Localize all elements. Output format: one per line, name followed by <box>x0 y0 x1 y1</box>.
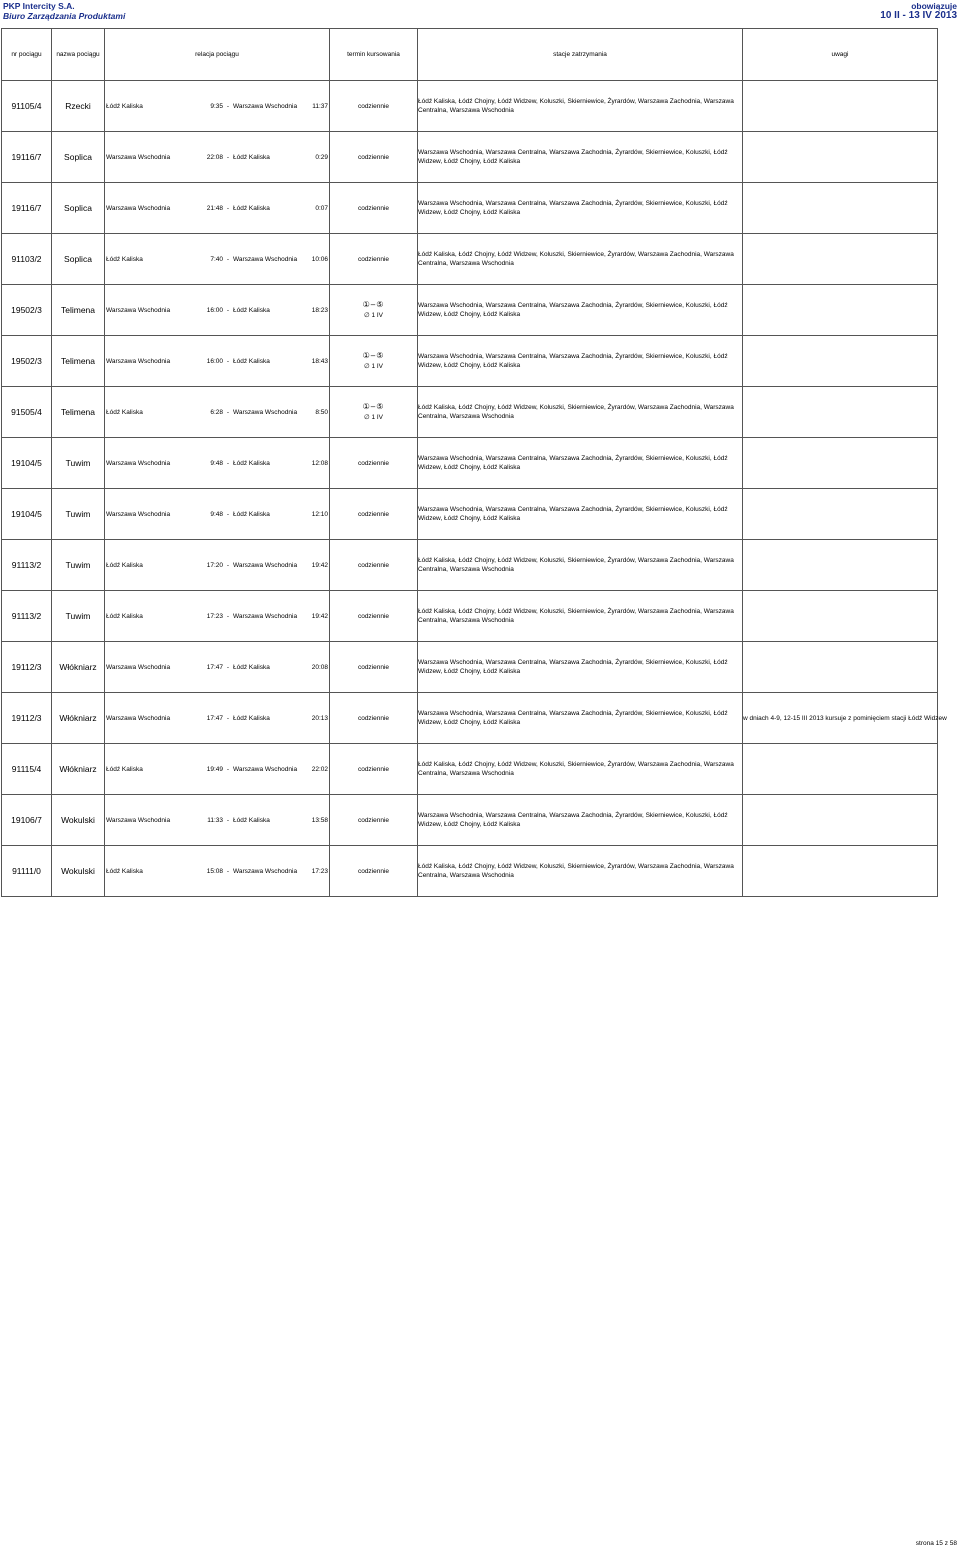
train-route <box>105 387 330 438</box>
arrival-time: 18:23 <box>311 306 328 314</box>
departure-time: 17:20 <box>206 561 223 569</box>
route-dash: - <box>226 408 230 416</box>
stations-list: Łódź Kaliska, Łódź Chojny, Łódź Widzew, Koluszki, Skierniewice, Żyrardów, Warszawa Zachodnia, Warszawa Centralna, Warszawa Wschodnia <box>418 81 743 132</box>
running-text: codziennie <box>357 561 390 569</box>
running-text: codziennie <box>357 612 390 620</box>
table-row <box>2 642 938 693</box>
remarks <box>743 132 938 183</box>
departure-time: 9:35 <box>210 102 223 110</box>
route-dash: - <box>226 714 230 722</box>
remarks <box>743 540 938 591</box>
col-header-stops: stacje zatrzymania <box>418 29 743 81</box>
running-dates <box>330 744 418 795</box>
route-dash: - <box>226 663 230 671</box>
running-text: codziennie <box>357 153 390 161</box>
train-name: Włókniarz <box>52 642 105 693</box>
running-text: codziennie <box>357 714 390 722</box>
train-name: Soplica <box>52 183 105 234</box>
weekday-range: ①–⑤ <box>362 402 385 411</box>
route-to: Łódź Kaliska <box>233 204 270 212</box>
route-from: Warszawa Wschodnia <box>106 306 171 314</box>
running-dates <box>330 81 418 132</box>
route-dash: - <box>226 102 230 110</box>
stations-list: Warszawa Wschodnia, Warszawa Centralna, Warszawa Zachodnia, Żyrardów, Skierniewice, Koluszki, Łódź Widzew, Łódź Chojny, Łódź Kaliska <box>418 132 743 183</box>
route-from: Łódź Kaliska <box>106 867 143 875</box>
validity-label: obowiązuje <box>911 1 957 11</box>
route-from: Warszawa Wschodnia <box>106 714 171 722</box>
train-number: 91105/4 <box>2 81 52 132</box>
train-route <box>105 132 330 183</box>
train-number: 19116/7 <box>2 132 52 183</box>
stations-list: Łódź Kaliska, Łódź Chojny, Łódź Widzew, Koluszki, Skierniewice, Żyrardów, Warszawa Zachodnia, Warszawa Centralna, Warszawa Wschodnia <box>418 744 743 795</box>
table-row <box>2 438 938 489</box>
running-dates <box>330 285 418 336</box>
train-name: Tuwim <box>52 489 105 540</box>
running-dates <box>330 591 418 642</box>
stations-list: Warszawa Wschodnia, Warszawa Centralna, Warszawa Zachodnia, Żyrardów, Skierniewice, Koluszki, Łódź Widzew, Łódź Chojny, Łódź Kaliska <box>418 795 743 846</box>
running-text: codziennie <box>357 204 390 212</box>
train-name: Tuwim <box>52 591 105 642</box>
route-to: Łódź Kaliska <box>233 306 270 314</box>
departure-time: 16:00 <box>206 306 223 314</box>
route-to: Łódź Kaliska <box>233 459 270 467</box>
train-number: 91505/4 <box>2 387 52 438</box>
remarks <box>743 81 938 132</box>
train-route <box>105 744 330 795</box>
route-dash: - <box>226 561 230 569</box>
table-row <box>2 285 938 336</box>
train-route <box>105 336 330 387</box>
departure-time: 6:28 <box>210 408 223 416</box>
arrival-time: 22:02 <box>311 765 328 773</box>
train-name: Telimena <box>52 387 105 438</box>
arrival-time: 13:58 <box>311 816 328 824</box>
document-header-right <box>880 1 957 21</box>
running-dates <box>330 489 418 540</box>
train-number: 19112/3 <box>2 642 52 693</box>
route-from: Warszawa Wschodnia <box>106 357 171 365</box>
table-row <box>2 540 938 591</box>
stations-list: Warszawa Wschodnia, Warszawa Centralna, Warszawa Zachodnia, Żyrardów, Skierniewice, Koluszki, Łódź Widzew, Łódź Chojny, Łódź Kaliska <box>418 489 743 540</box>
route-to: Warszawa Wschodnia <box>233 255 298 263</box>
running-text: codziennie <box>357 663 390 671</box>
col-header-nr: nr pociągu <box>2 29 52 81</box>
departure-time: 17:47 <box>206 714 223 722</box>
running-text: codziennie <box>357 867 390 875</box>
running-dates <box>330 183 418 234</box>
route-to: Warszawa Wschodnia <box>233 408 298 416</box>
train-name: Rzecki <box>52 81 105 132</box>
train-number: 19502/3 <box>2 336 52 387</box>
train-route <box>105 591 330 642</box>
departure-time: 9:48 <box>210 510 223 518</box>
table-row <box>2 183 938 234</box>
route-from: Warszawa Wschodnia <box>106 459 171 467</box>
company-name: PKP Intercity S.A. <box>3 1 75 11</box>
train-name: Wokulski <box>52 846 105 897</box>
col-header-term: termin kursowania <box>330 29 418 81</box>
arrival-time: 17:23 <box>311 867 328 875</box>
running-text: codziennie <box>357 102 390 110</box>
train-name: Telimena <box>52 285 105 336</box>
train-route <box>105 693 330 744</box>
train-name: Soplica <box>52 132 105 183</box>
remarks <box>743 438 938 489</box>
departure-time: 7:40 <box>210 255 223 263</box>
train-route <box>105 183 330 234</box>
weekday-range: ①–⑤ <box>362 351 385 360</box>
exception-date: ∅ 1 IV <box>363 414 384 421</box>
running-dates <box>330 642 418 693</box>
stations-list: Warszawa Wschodnia, Warszawa Centralna, Warszawa Zachodnia, Żyrardów, Skierniewice, Koluszki, Łódź Widzew, Łódź Chojny, Łódź Kaliska <box>418 438 743 489</box>
train-name: Wokulski <box>52 795 105 846</box>
departure-time: 15:08 <box>206 867 223 875</box>
departure-time: 17:47 <box>206 663 223 671</box>
running-dates <box>330 387 418 438</box>
train-number: 91111/0 <box>2 846 52 897</box>
table-row <box>2 234 938 285</box>
weekday-range: ①–⑤ <box>362 300 385 309</box>
remarks <box>743 846 938 897</box>
running-dates <box>330 540 418 591</box>
train-route <box>105 795 330 846</box>
departure-time: 21:48 <box>206 204 223 212</box>
arrival-time: 19:42 <box>311 561 328 569</box>
train-number: 19116/7 <box>2 183 52 234</box>
running-dates <box>330 795 418 846</box>
running-text: codziennie <box>357 816 390 824</box>
remarks <box>743 336 938 387</box>
route-from: Łódź Kaliska <box>106 765 143 773</box>
route-dash: - <box>226 255 230 263</box>
arrival-time: 0:29 <box>315 153 328 161</box>
route-dash: - <box>226 306 230 314</box>
table-row <box>2 489 938 540</box>
departure-time: 17:23 <box>206 612 223 620</box>
route-to: Łódź Kaliska <box>233 510 270 518</box>
table-row <box>2 591 938 642</box>
table-row <box>2 81 938 132</box>
route-dash: - <box>226 357 230 365</box>
train-number: 19112/3 <box>2 693 52 744</box>
route-from: Łódź Kaliska <box>106 561 143 569</box>
train-route <box>105 846 330 897</box>
route-to: Łódź Kaliska <box>233 816 270 824</box>
train-name: Soplica <box>52 234 105 285</box>
route-from: Warszawa Wschodnia <box>106 663 171 671</box>
validity-dates: 10 II - 13 IV 2013 <box>880 10 957 21</box>
arrival-time: 11:37 <box>312 102 328 110</box>
arrival-time: 18:43 <box>311 357 328 365</box>
arrival-time: 19:42 <box>311 612 328 620</box>
route-dash: - <box>226 612 230 620</box>
remarks <box>743 183 938 234</box>
route-from: Warszawa Wschodnia <box>106 204 171 212</box>
arrival-time: 20:13 <box>311 714 328 722</box>
arrival-time: 0:07 <box>315 204 328 212</box>
train-number: 91113/2 <box>2 540 52 591</box>
route-to: Łódź Kaliska <box>233 714 270 722</box>
train-route <box>105 285 330 336</box>
route-to: Warszawa Wschodnia <box>233 102 298 110</box>
department-name: Biuro Zarządzania Produktami <box>3 11 126 21</box>
train-route <box>105 81 330 132</box>
table-row <box>2 846 938 897</box>
running-text: codziennie <box>357 765 390 773</box>
route-from: Łódź Kaliska <box>106 102 143 110</box>
train-name: Telimena <box>52 336 105 387</box>
route-dash: - <box>226 510 230 518</box>
table-row <box>2 336 938 387</box>
departure-time: 11:33 <box>207 816 223 824</box>
route-to: Warszawa Wschodnia <box>233 765 298 773</box>
train-number: 19104/5 <box>2 489 52 540</box>
stations-list: Łódź Kaliska, Łódź Chojny, Łódź Widzew, Koluszki, Skierniewice, Żyrardów, Warszawa Zachodnia, Warszawa Centralna, Warszawa Wschodnia <box>418 387 743 438</box>
route-from: Warszawa Wschodnia <box>106 153 171 161</box>
stations-list: Warszawa Wschodnia, Warszawa Centralna, Warszawa Zachodnia, Żyrardów, Skierniewice, Koluszki, Łódź Widzew, Łódź Chojny, Łódź Kaliska <box>418 642 743 693</box>
table-row <box>2 795 938 846</box>
route-from: Warszawa Wschodnia <box>106 510 171 518</box>
remarks <box>743 489 938 540</box>
remarks <box>743 387 938 438</box>
train-number: 19106/7 <box>2 795 52 846</box>
train-name: Tuwim <box>52 540 105 591</box>
arrival-time: 8:50 <box>315 408 328 416</box>
departure-time: 19:49 <box>206 765 223 773</box>
running-dates <box>330 234 418 285</box>
train-route <box>105 489 330 540</box>
remarks <box>743 642 938 693</box>
stations-list: Warszawa Wschodnia, Warszawa Centralna, Warszawa Zachodnia, Żyrardów, Skierniewice, Koluszki, Łódź Widzew, Łódź Chojny, Łódź Kaliska <box>418 336 743 387</box>
departure-time: 9:48 <box>210 459 223 467</box>
arrival-time: 10:06 <box>311 255 328 263</box>
route-dash: - <box>226 153 230 161</box>
running-dates <box>330 693 418 744</box>
train-route <box>105 540 330 591</box>
route-dash: - <box>226 816 230 824</box>
train-name: Tuwim <box>52 438 105 489</box>
running-text: codziennie <box>357 510 390 518</box>
route-from: Warszawa Wschodnia <box>106 816 171 824</box>
document-header-left <box>3 1 125 21</box>
route-to: Warszawa Wschodnia <box>233 612 298 620</box>
arrival-time: 20:08 <box>311 663 328 671</box>
stations-list: Łódź Kaliska, Łódź Chojny, Łódź Widzew, Koluszki, Skierniewice, Żyrardów, Warszawa Zachodnia, Warszawa Centralna, Warszawa Wschodnia <box>418 846 743 897</box>
stations-list: Warszawa Wschodnia, Warszawa Centralna, Warszawa Zachodnia, Żyrardów, Skierniewice, Koluszki, Łódź Widzew, Łódź Chojny, Łódź Kaliska <box>418 183 743 234</box>
remarks <box>743 285 938 336</box>
stations-list: Warszawa Wschodnia, Warszawa Centralna, Warszawa Zachodnia, Żyrardów, Skierniewice, Koluszki, Łódź Widzew, Łódź Chojny, Łódź Kaliska <box>418 693 743 744</box>
route-to: Łódź Kaliska <box>233 357 270 365</box>
running-dates <box>330 846 418 897</box>
col-header-notes: uwagi <box>743 29 938 81</box>
route-to: Łódź Kaliska <box>233 663 270 671</box>
departure-time: 16:00 <box>206 357 223 365</box>
table-row <box>2 387 938 438</box>
table-row <box>2 132 938 183</box>
remarks <box>743 795 938 846</box>
remarks <box>743 591 938 642</box>
route-to: Łódź Kaliska <box>233 153 270 161</box>
running-dates <box>330 336 418 387</box>
train-name: Włókniarz <box>52 693 105 744</box>
route-to: Warszawa Wschodnia <box>233 561 298 569</box>
route-dash: - <box>226 204 230 212</box>
page-number: strona 15 z 58 <box>915 1540 957 1547</box>
train-number: 19104/5 <box>2 438 52 489</box>
remarks <box>743 744 938 795</box>
train-route <box>105 438 330 489</box>
train-route <box>105 642 330 693</box>
stations-list: Łódź Kaliska, Łódź Chojny, Łódź Widzew, Koluszki, Skierniewice, Żyrardów, Warszawa Zachodnia, Warszawa Centralna, Warszawa Wschodnia <box>418 234 743 285</box>
route-dash: - <box>226 765 230 773</box>
exception-date: ∅ 1 IV <box>363 363 384 370</box>
train-number: 19502/3 <box>2 285 52 336</box>
train-route <box>105 234 330 285</box>
route-dash: - <box>226 867 230 875</box>
col-header-route: relacja pociągu <box>105 29 330 81</box>
running-dates <box>330 132 418 183</box>
train-number: 91115/4 <box>2 744 52 795</box>
col-header-name: nazwa pociągu <box>52 29 105 81</box>
arrival-time: 12:10 <box>311 510 328 518</box>
route-from: Łódź Kaliska <box>106 408 143 416</box>
arrival-time: 12:08 <box>311 459 328 467</box>
running-text: codziennie <box>357 255 390 263</box>
train-number: 91103/2 <box>2 234 52 285</box>
stations-list: Warszawa Wschodnia, Warszawa Centralna, Warszawa Zachodnia, Żyrardów, Skierniewice, Koluszki, Łódź Widzew, Łódź Chojny, Łódź Kaliska <box>418 285 743 336</box>
remarks <box>743 234 938 285</box>
table-row <box>2 693 938 744</box>
route-from: Łódź Kaliska <box>106 255 143 263</box>
route-to: Warszawa Wschodnia <box>233 867 298 875</box>
table-row <box>2 744 938 795</box>
train-number: 91113/2 <box>2 591 52 642</box>
route-from: Łódź Kaliska <box>106 612 143 620</box>
exception-date: ∅ 1 IV <box>363 312 384 319</box>
remarks: w dniach 4-9, 12-15 III 2013 kursuje z pominięciem stacji Łódź Widzew <box>743 693 938 744</box>
stations-list: Łódź Kaliska, Łódź Chojny, Łódź Widzew, Koluszki, Skierniewice, Żyrardów, Warszawa Zachodnia, Warszawa Centralna, Warszawa Wschodnia <box>418 540 743 591</box>
train-name: Włókniarz <box>52 744 105 795</box>
stations-list: Łódź Kaliska, Łódź Chojny, Łódź Widzew, Koluszki, Skierniewice, Żyrardów, Warszawa Zachodnia, Warszawa Centralna, Warszawa Wschodnia <box>418 591 743 642</box>
route-dash: - <box>226 459 230 467</box>
timetable <box>1 28 947 897</box>
running-dates <box>330 438 418 489</box>
departure-time: 22:08 <box>206 153 223 161</box>
running-text: codziennie <box>357 459 390 467</box>
table-header-row <box>2 29 938 81</box>
